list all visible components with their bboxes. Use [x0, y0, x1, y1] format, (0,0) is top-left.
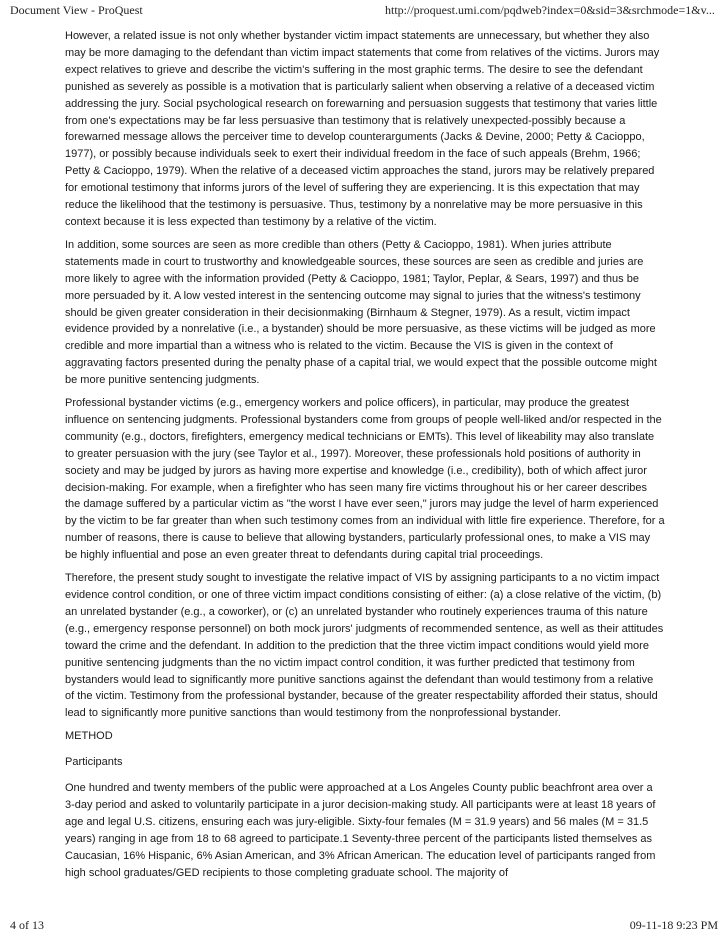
article-body	[65, 28, 665, 888]
print-footer	[0, 918, 728, 934]
subsection-heading-participants: Participants	[65, 756, 123, 769]
paragraph: In addition, some sources are seen as more credible than others (Petty & Cacioppo, 1981). When juries attribute statements made in court to trustworthy and knowledgeable sources, these sources are seen as credible and juries are more likely to agree with the information provided (Petty & Cacioppo, 1981; Taylor, Peplar, & Sears, 1997) and thus be more persuaded by it. A low vested interest in the sentencing outcome may signal to juries that the witness's testimony should be given greater consideration in their decisionmaking (Birnhaum & Stegner, 1979). As a result, victim impact evidence provided by a nonrelative (i.e., a bystander) should be more persuasive, as these victims will be judged as more credible and more impartial than a witness who is related to the victim. Because the VIS is given in the context of aggravating factors presented during the penalty phase of a capital trial, we would expect that the possible outcome might be more punitive sentencing judgments.	[65, 238, 657, 387]
print-header	[0, 3, 728, 19]
print-timestamp: 09-11-18 9:23 PM	[629, 918, 718, 932]
section-heading-method: METHOD	[65, 730, 113, 743]
document-title: Document View - ProQuest	[10, 3, 143, 17]
paragraph: One hundred and twenty members of the public were approached at a Los Angeles County public beachfront area over a 3-day period and asked to voluntarily participate in a juror decision-making study. All participants were at least 18 years of age and legal U.S. citizens, ensuring each was jury-eligible. Sixty-four females (M = 31.9 years) and 56 males (M = 31.5 years) ranging in age from 18 to 68 agreed to participate.1 Seventy-three percent of the participants listed themselves as Caucasian, 16% Hispanic, 6% Asian American, and 3% African American. The education level of participants ranged from high school graduates/GED recipients to those completing graduate school. The majority of	[65, 782, 656, 879]
page-url: http://proquest.umi.com/pqdweb?index=0&sid=3&srchmode=1&v...	[385, 3, 715, 17]
page-count: 4 of 13	[10, 918, 44, 932]
paragraph: Therefore, the present study sought to investigate the relative impact of VIS by assigning participants to a no victim impact evidence control condition, or one of three victim impact conditions consisting of either: (a) a close relative of the victim, (b) an unrelated bystander (e.g., a coworker), or (c) an unrelated bystander who routinely experiences trauma of this nature (e.g., emergency response personnel) on both mock jurors' judgments of recommended sentence, as well as their attitudes toward the crime and the defendant. In addition to the prediction that the three victim impact conditions would yield more punitive sentencing judgments than the no victim impact control condition, it was further predicted that testimony from bystanders would lead to significantly more punitive sanctions against the defendant than would testimony from a relative of the victim. Testimony from the professional bystander, because of the greater respectability afforded their status, should lead to significantly more punitive sanctions than would testimony from the nonprofessional bystander.	[65, 572, 664, 720]
paragraph: Professional bystander victims (e.g., emergency workers and police officers), in particular, may produce the greatest influence on sentencing judgments. Professional bystanders come from groups of people well-liked and/or respected in the community (e.g., doctors, firefighters, emergency medical technicians or EMTs). This level of likeability may also translate to greater persuasion with the jury (see Taylor et al., 1997). Moreover, these professionals hold positions of authority in society and may be judged by jurors as having more expertise and knowledge (i.e., credibility), both of which affect juror decision-making. For example, when a firefighter who has seen many fire victims throughout his or her career describes the damage suffered by a particular victim as "the worst I have ever seen," jurors may judge the level of harm experienced by the victim to be far greater than when such testimony comes from an individual with little fire experience. Therefore, for a number of reasons, there is cause to believe that allowing bystanders, particularly professional ones, to make a VIS may be highly influential and pose an even greater threat to defendants during capital trial proceedings.	[65, 397, 665, 562]
paragraph: However, a related issue is not only whether bystander victim impact statements are unnecessary, but whether they also may be more damaging to the defendant than victim impact statements that come from relatives of the victims. Jurors may expect relatives to grieve and describe the victim's suffering in the most graphic terms. The desire to see the defendant punished as severely as possible is a motivation that is particularly salient when observing a relative of a deceased victim addressing the jury. Social psychological research on forewarning and persuasion suggests that testimony that varies little from one's expectations may be far less persuasive than testimony that is relatively unexpected-possibly because a forewarned message allows the perceiver time to develop counterarguments (Jacks & Devine, 2000; Petty & Cacioppo, 1977), or possibly because individuals seek to exert their individual freedom in the face of such appeals (Brehm, 1966; Petty & Cacioppo, 1979). When the relative of a deceased victim approaches the stand, jurors may be relatively prepared for emotional testimony that informs jurors of the level of suffering they are experiencing. It is this expectation that may reduce the likelihood that the testimony is persuasive. Thus, testimony by a nonrelative may be more persuasive in this context because it is less expected than testimony by a relative of the victim.	[65, 30, 660, 228]
